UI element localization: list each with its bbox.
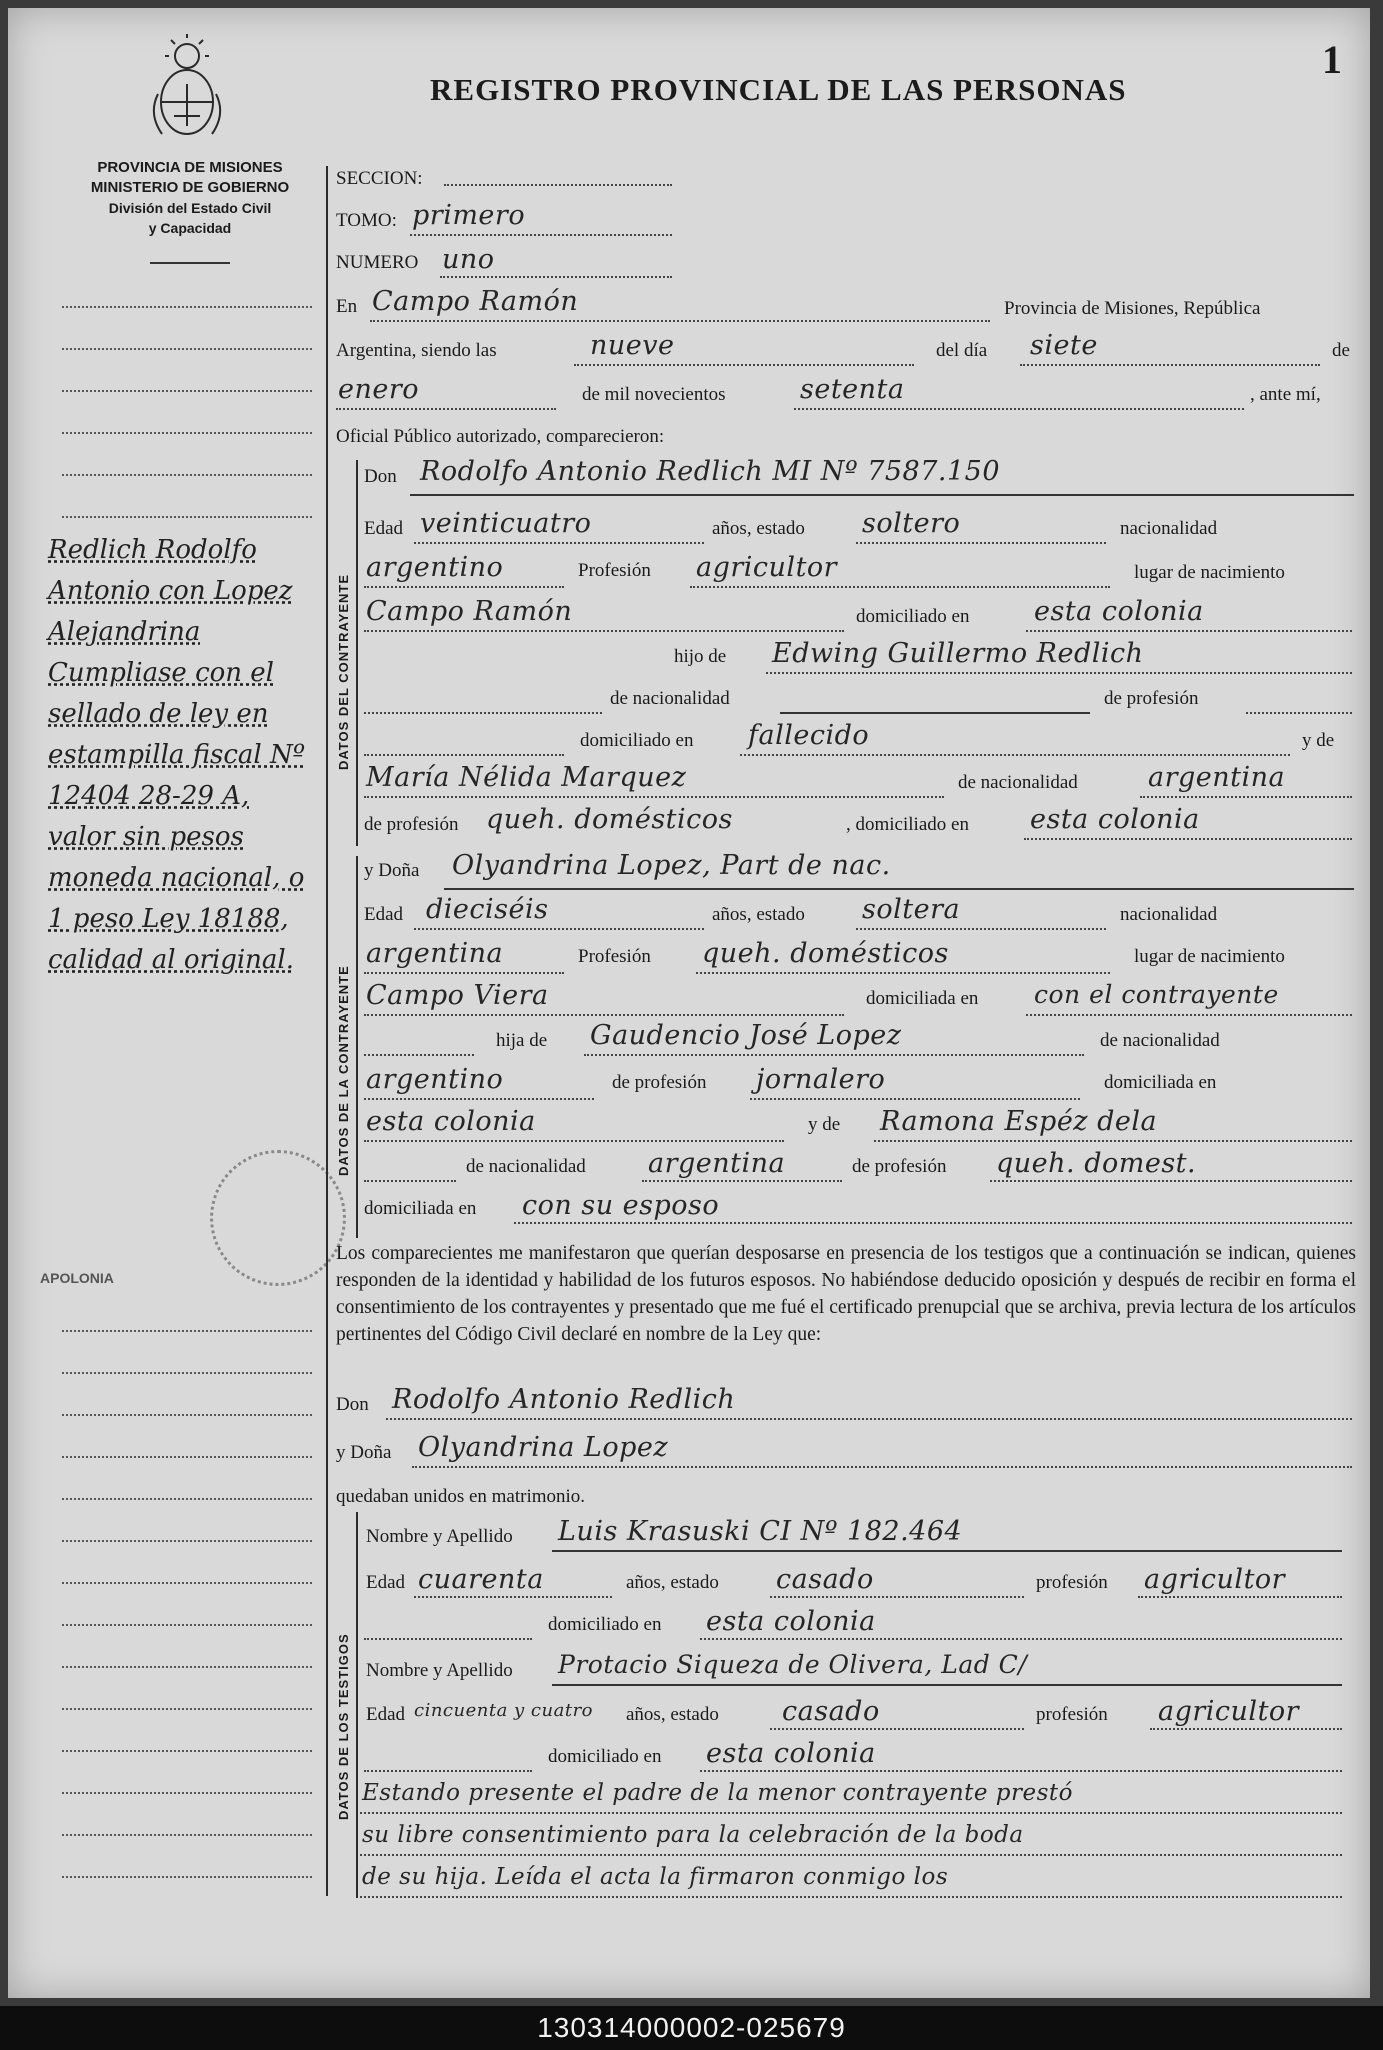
- groom-side-label: DATOS DEL CONTRAYENTE: [336, 573, 351, 770]
- note-line-2: su libre consentimiento para la celebración de la boda: [362, 1822, 1024, 1848]
- w1-estado-line: [770, 1596, 1024, 1598]
- groom-mother-nac: argentina: [1148, 762, 1286, 793]
- decl-dona-line: [412, 1466, 1352, 1468]
- page-title: REGISTRO PROVINCIAL DE LAS PERSONAS: [430, 72, 1127, 107]
- decl-dona-name: Olyandrina Lopez: [418, 1432, 669, 1463]
- decl-don-line: [386, 1418, 1352, 1420]
- coat-of-arms-icon: [148, 34, 226, 144]
- bride-mother: Ramona Espéz dela: [880, 1106, 1158, 1137]
- bride-father-line: [584, 1054, 1084, 1056]
- ante-mi-label: , ante mí,: [1250, 384, 1321, 405]
- w1-dom-line: [700, 1638, 1342, 1640]
- day-value: siete: [1030, 330, 1098, 361]
- numero-line: [440, 276, 672, 278]
- w1-nombre-label: Nombre y Apellido: [366, 1526, 513, 1547]
- mother-nac-label: de nacionalidad: [958, 772, 1078, 793]
- groom-lugar-line: [364, 630, 844, 632]
- bride-father-dom-line: [364, 1140, 784, 1142]
- bride-father-prof: jornalero: [756, 1064, 886, 1095]
- month-line: [336, 408, 556, 410]
- groom-lugar: Campo Ramón: [366, 596, 573, 627]
- bride-name-line: [444, 888, 1354, 890]
- w1-age-line: [414, 1596, 612, 1598]
- groom-mother: María Nélida Marquez: [366, 762, 687, 793]
- margin-line: [62, 1582, 312, 1584]
- department-header: [60, 158, 320, 238]
- tomo-value: primero: [412, 200, 526, 231]
- w2-edad-label: Edad: [366, 1704, 406, 1725]
- groom-age: veinticuatro: [420, 508, 592, 539]
- bride-y-de-label: y de: [808, 1114, 841, 1135]
- dept-province: PROVINCIA DE MISIONES: [97, 159, 283, 176]
- domiciliado-label: domiciliado en: [856, 606, 970, 627]
- bride-dom-label: domiciliada en: [866, 988, 979, 1009]
- note-line-1: Estando presente el padre de la menor contrayente prestó: [362, 1780, 1074, 1806]
- bride-mother-nac: argentina: [648, 1148, 786, 1179]
- provincia-text: Provincia de Misiones, República: [1004, 298, 1261, 319]
- bride-age: dieciséis: [426, 894, 549, 925]
- hijo-label: hijo de: [674, 646, 727, 667]
- bride-edad-label: Edad: [364, 904, 404, 925]
- bride-estado-line: [856, 928, 1106, 930]
- margin-line: [62, 1624, 312, 1626]
- bride-mother-prof-line: [990, 1180, 1352, 1182]
- mother-prof-label: de profesión: [364, 814, 459, 835]
- bride-mother-nac-line: [642, 1180, 842, 1182]
- bride-estado: soltera: [862, 894, 961, 925]
- place-line: [370, 320, 990, 322]
- don-label: Don: [364, 466, 397, 487]
- groom-mother-line: [364, 796, 944, 798]
- bride-mother-dom-label: domiciliada en: [364, 1198, 477, 1219]
- margin-line: [62, 474, 312, 476]
- father-nac-line: [780, 712, 1090, 714]
- dept-capacity: y Capacidad: [148, 220, 232, 236]
- year-line: [794, 408, 1244, 410]
- groom-nacionalidad: argentino: [366, 552, 504, 583]
- month-value: enero: [338, 374, 420, 405]
- w1-prof-label: profesión: [1036, 1572, 1108, 1593]
- w1-dom-label: domiciliado en: [548, 1614, 662, 1635]
- tomo-line: [410, 234, 672, 236]
- father-domicilio: fallecido: [748, 720, 870, 751]
- groom-name-line: [410, 494, 1354, 496]
- official-stamp: [210, 1150, 346, 1286]
- bride-mother-nac-label: de nacionalidad: [466, 1156, 586, 1177]
- witness-bracket: [356, 1512, 358, 1898]
- margin-line: [62, 1372, 312, 1374]
- bride-domicilio: con el contrayente: [1034, 980, 1279, 1009]
- groom-name: Rodolfo Antonio Redlich MI Nº 7587.150: [420, 456, 1001, 487]
- margin-line: [62, 1666, 312, 1668]
- nacionalidad-label: nacionalidad: [1120, 518, 1218, 539]
- note-rule-2: [360, 1854, 1342, 1856]
- page-number: 1: [1322, 37, 1342, 82]
- bride-father-prof-label: de profesión: [612, 1072, 707, 1093]
- margin-line: [62, 1876, 312, 1878]
- profesion-label: Profesión: [578, 560, 651, 581]
- w2-name: Protacio Siqueza de Olivera, Lad C/: [558, 1650, 1028, 1679]
- dona-label: y Doña: [364, 860, 420, 881]
- w1-estado: casado: [776, 1564, 874, 1595]
- bride-prof-label: Profesión: [578, 946, 651, 967]
- w1-edad-label: Edad: [366, 1572, 406, 1593]
- mother-dom-label: , domiciliado en: [846, 814, 969, 835]
- groom-blank-line: [364, 712, 602, 714]
- w2-age: cincuenta y cuatro: [414, 1700, 594, 1721]
- de-mil-label: de mil novecientos: [582, 384, 726, 405]
- de-label: de: [1332, 340, 1350, 361]
- bride-father: Gaudencio José Lopez: [590, 1020, 902, 1051]
- divider: [150, 262, 230, 264]
- hour-value: nueve: [590, 330, 675, 361]
- argentina-text: Argentina, siendo las: [336, 340, 497, 361]
- document-id: 130314000002-025679: [537, 2012, 846, 2043]
- bride-nacionalidad: argentina: [366, 938, 504, 969]
- groom-bracket: [356, 460, 358, 846]
- anos-estado-label: años, estado: [712, 518, 805, 539]
- margin-line: [62, 1708, 312, 1710]
- edad-label: Edad: [364, 518, 404, 539]
- bride-father-nac-line: [364, 1098, 594, 1100]
- decl-don-label: Don: [336, 1394, 369, 1415]
- w1-anos-estado: años, estado: [626, 1572, 719, 1593]
- margin-line: [62, 306, 312, 308]
- margin-line: [62, 1414, 312, 1416]
- groom-age-line: [414, 542, 704, 544]
- w2-blank-line: [364, 1770, 532, 1772]
- bride-father-nac: argentino: [366, 1064, 504, 1095]
- w1-name: Luis Krasuski CI Nº 182.464: [558, 1516, 963, 1547]
- bride-blank-line2: [364, 1180, 456, 1182]
- seccion-label: SECCION:: [336, 168, 423, 189]
- w2-prof-line: [1150, 1728, 1342, 1730]
- bride-mother-prof: queh. domest.: [996, 1148, 1197, 1179]
- bride-father-dom-label: domiciliada en: [1104, 1072, 1217, 1093]
- note-line-3: de su hija. Leída el acta la firmaron conmigo los: [362, 1864, 949, 1890]
- margin-line: [62, 1456, 312, 1458]
- en-label: En: [336, 296, 358, 317]
- w2-nombre-label: Nombre y Apellido: [366, 1660, 513, 1681]
- decl-don-name: Rodolfo Antonio Redlich: [392, 1384, 736, 1415]
- bride-lugar: Campo Viera: [366, 980, 549, 1011]
- w1-prof: agricultor: [1144, 1564, 1286, 1595]
- w1-prof-line: [1138, 1596, 1342, 1598]
- numero-value: uno: [442, 244, 495, 275]
- declaration-text: Los comparecientes me manifestaron que querían desposarse en presencia de los testigos que a continuación se indican, quienes responden de la identidad y habilidad de los futuros esposos. No habiéndose deducido oposición y después de recibir en forma el consentimiento de los contrayentes y presentado que me fué el certificado prenupcial que se archiva, previa lectura de los artículos pertinentes del Código Civil declaré en nombre de la Ley que:: [336, 1243, 1356, 1345]
- groom-mother-dom: esta colonia: [1030, 804, 1200, 835]
- bride-side-label: DATOS DE LA CONTRAYENTE: [336, 965, 351, 1176]
- mother-nac-line: [1140, 796, 1352, 798]
- margin-line: [62, 432, 312, 434]
- place-value: Campo Ramón: [372, 286, 579, 317]
- bride-age-line: [414, 928, 704, 930]
- margin-line: [62, 348, 312, 350]
- groom-father-line: [766, 672, 1352, 674]
- margin-line: [62, 1330, 312, 1332]
- groom-dom-line: [1026, 630, 1352, 632]
- groom-blank-line2: [364, 754, 564, 756]
- groom-prof-line: [690, 586, 1110, 588]
- margin-line: [62, 1834, 312, 1836]
- tomo-label: TOMO:: [336, 210, 397, 231]
- note-rule-1: [360, 1812, 1342, 1814]
- w2-dom-line: [700, 1770, 1342, 1772]
- w1-dom: esta colonia: [706, 1606, 876, 1637]
- bride-father-dom: esta colonia: [366, 1106, 536, 1137]
- numero-label: NUMERO: [336, 252, 419, 273]
- margin-line: [62, 516, 312, 518]
- bride-mother-line: [874, 1140, 1352, 1142]
- groom-domicilio: esta colonia: [1034, 596, 1204, 627]
- bride-profesion: queh. domésticos: [702, 938, 949, 969]
- w2-estado: casado: [782, 1696, 880, 1727]
- main-divider-line: [326, 166, 328, 1896]
- oficial-text: Oficial Público autorizado, comparecieron:: [336, 426, 665, 447]
- de-nac-label: de nacionalidad: [610, 688, 730, 709]
- w2-name-line: [552, 1684, 1342, 1686]
- margin-line: [62, 1750, 312, 1752]
- groom-estado-line: [856, 542, 1106, 544]
- note-rule-3: [360, 1896, 1342, 1898]
- bride-name: Olyandrina Lopez, Part de nac.: [452, 850, 891, 881]
- w2-dom: esta colonia: [706, 1738, 876, 1769]
- margin-line: [62, 1498, 312, 1500]
- bride-mother-prof-label: de profesión: [852, 1156, 947, 1177]
- w1-blank-line: [364, 1638, 532, 1640]
- bride-bracket: [356, 856, 358, 1238]
- father-dom-line: [740, 754, 1290, 756]
- year-value: setenta: [800, 374, 905, 405]
- w1-age: cuarenta: [418, 1564, 544, 1595]
- bride-father-nac-label: de nacionalidad: [1100, 1030, 1220, 1051]
- groom-profesion: agricultor: [696, 552, 838, 583]
- w2-anos-estado: años, estado: [626, 1704, 719, 1725]
- w2-estado-line: [770, 1728, 1024, 1730]
- del-dia-label: del día: [936, 340, 988, 361]
- witness-side-label: DATOS DE LOS TESTIGOS: [336, 1633, 351, 1820]
- hour-line: [574, 364, 914, 366]
- bride-lugar-line: [364, 1014, 844, 1016]
- groom-mother-prof: queh. domésticos: [486, 804, 733, 835]
- closing-text: quedaban unidos en matrimonio.: [336, 1486, 586, 1507]
- day-line: [1020, 364, 1320, 366]
- margin-annotation: Redlich Rodolfo Antonio con Lopez Alejandrina Cumpliase con el sellado de ley en estampilla fiscal Nº 12404 28-29 A, valor sin pesos moneda nacional, o 1 peso Ley 18188, calidad al original.: [48, 535, 305, 975]
- lugar-label: lugar de nacimiento: [1134, 562, 1285, 583]
- stamp-label: APOLONIA: [40, 1270, 114, 1286]
- mother-dom-line: [1024, 838, 1352, 840]
- decl-dona-label: y Doña: [336, 1442, 392, 1463]
- de-prof-label: de profesión: [1104, 688, 1199, 709]
- margin-line: [62, 1792, 312, 1794]
- bride-father-prof-line: [750, 1098, 1080, 1100]
- bride-mother-dom: con su esposo: [522, 1190, 720, 1221]
- margin-line: [62, 390, 312, 392]
- w2-prof-label: profesión: [1036, 1704, 1108, 1725]
- bride-mother-dom-line: [514, 1222, 1352, 1224]
- w1-name-line: [552, 1550, 1342, 1552]
- father-dom-label: domiciliado en: [580, 730, 694, 751]
- y-de-label: y de: [1302, 730, 1335, 751]
- w2-prof: agricultor: [1158, 1696, 1300, 1727]
- bride-anos-estado: años, estado: [712, 904, 805, 925]
- bride-nac-label: nacionalidad: [1120, 904, 1218, 925]
- bride-dom-line: [1026, 1014, 1352, 1016]
- margin-line: [62, 1540, 312, 1542]
- dept-ministry: MINISTERIO DE GOBIERNO: [90, 179, 290, 196]
- w2-dom-label: domiciliado en: [548, 1746, 662, 1767]
- groom-nac-line: [364, 586, 564, 588]
- seccion-field: [444, 184, 672, 186]
- groom-estado: soltero: [862, 508, 961, 539]
- bride-prof-line: [696, 972, 1110, 974]
- bride-blank-line: [364, 1054, 474, 1056]
- groom-father: Edwing Guillermo Redlich: [772, 638, 1144, 669]
- dept-division: División del Estado Civil: [108, 200, 272, 216]
- bride-nac-line: [364, 972, 564, 974]
- father-prof-line: [1246, 712, 1352, 714]
- bride-lugar-label: lugar de nacimiento: [1134, 946, 1285, 967]
- hija-label: hija de: [496, 1030, 548, 1051]
